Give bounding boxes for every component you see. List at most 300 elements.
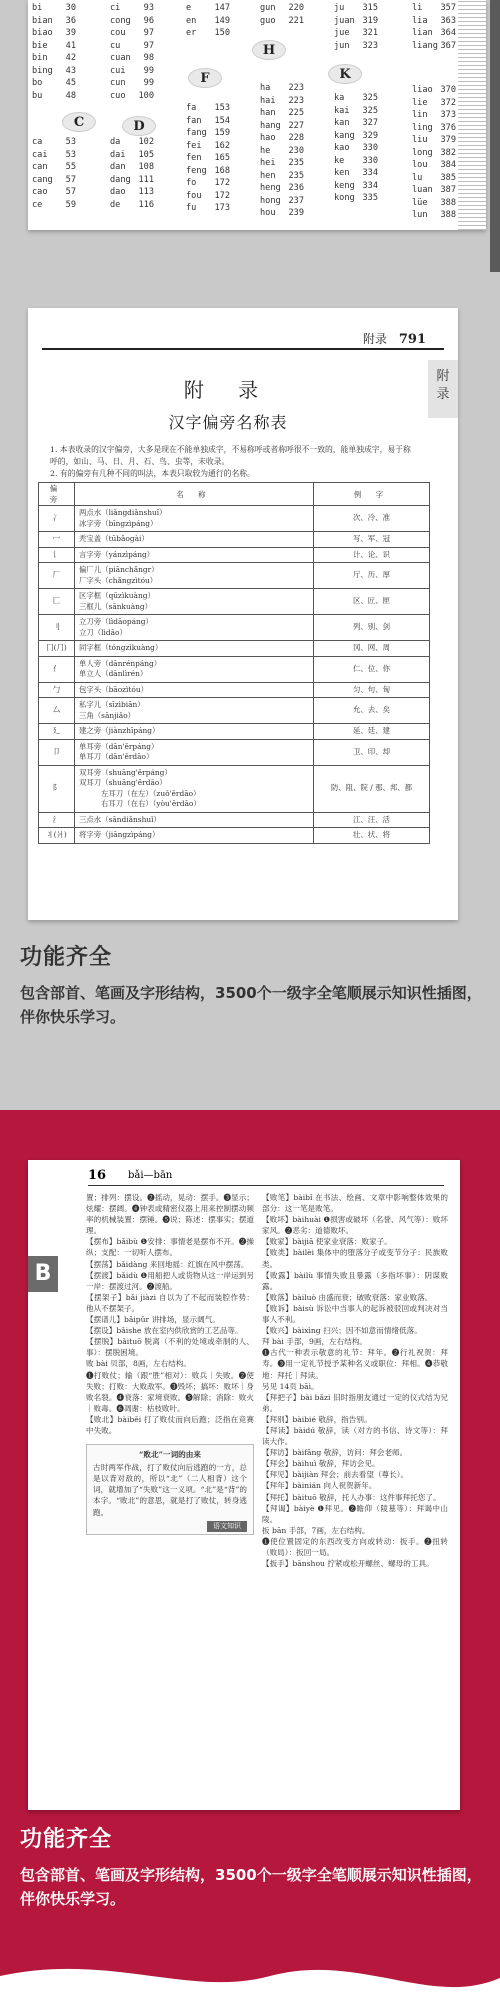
box-label: 语文知识 <box>207 1521 247 1532</box>
pinyin-syllable: hang <box>260 120 281 131</box>
index-column <box>260 2 304 27</box>
page-ref: 105 <box>138 149 154 160</box>
pinyin-syllable: liao <box>412 85 433 95</box>
radical-table <box>38 482 430 844</box>
promo-title: 功能齐全 <box>20 945 113 970</box>
index-page <box>28 0 486 230</box>
dictionary-entry: 扳 bān 手部，7画，左右结构。 <box>262 1525 370 1535</box>
index-row <box>412 84 456 97</box>
table-row <box>39 682 430 698</box>
side-tab-label: 附录 <box>436 369 450 402</box>
radical-cell: 氵 <box>39 812 75 828</box>
page-ref: 57 <box>65 187 76 197</box>
table-header-row <box>39 483 430 506</box>
index-row <box>334 155 378 168</box>
box-title: “败北”一词的由来 <box>139 1450 201 1460</box>
pinyin-syllable: cuo <box>110 90 126 101</box>
page-ref: 102 <box>138 137 154 147</box>
index-row <box>334 117 378 130</box>
index-row <box>260 132 304 145</box>
name-cell <box>75 563 314 589</box>
index-row <box>334 180 378 193</box>
name-cell <box>75 506 314 532</box>
pinyin-syllable: kai <box>334 105 350 116</box>
promo-block-2 <box>20 1822 490 1911</box>
page-ref: 172 <box>214 178 230 188</box>
radical-name: 三框儿（sānkuàng） <box>79 601 153 611</box>
table-row <box>39 656 430 682</box>
radical-cell: 厶 <box>39 698 75 724</box>
page-ref: 99 <box>143 78 154 88</box>
page-ref: 330 <box>362 155 378 166</box>
header-name: 名 称 <box>75 483 314 506</box>
radical-cell: 冖 <box>39 532 75 548</box>
name-cell <box>75 589 314 615</box>
index-row <box>186 140 230 153</box>
pinyin-syllable: cu <box>110 40 121 51</box>
index-row <box>32 40 76 53</box>
radical-name: 建之旁（jiànzhīpáng） <box>79 726 160 735</box>
left-entries <box>86 1192 254 1436</box>
index-row <box>32 90 76 103</box>
pinyin-syllable: fei <box>186 140 202 151</box>
pinyin-syllable: er <box>186 28 197 38</box>
index-row <box>412 122 456 135</box>
note-2: 2. 有的偏旁有几种不同的叫法，本表只取较为通行的名称。 <box>50 469 255 478</box>
name-cell <box>75 547 314 563</box>
table-body <box>39 506 430 844</box>
page-ref: 113 <box>138 187 154 197</box>
page-ref: 372 <box>440 97 456 108</box>
dictionary-entry: 【拜托】bàituō 敬辞，托人办事：这件事拜托您了。 <box>262 1492 441 1502</box>
pinyin-syllable: can <box>32 162 48 172</box>
dictionary-entry: 【败诉】bàisù 诉讼中当事人的起诉被驳回或判决对当事人不利。 <box>262 1303 448 1325</box>
pinyin-syllable: ke <box>334 155 345 166</box>
table-row <box>39 698 430 724</box>
index-row <box>110 15 154 28</box>
letter-tab-b: B <box>28 1256 58 1292</box>
page-ref: 370 <box>440 85 456 95</box>
page-header <box>88 1168 444 1186</box>
dictionary-entry: 【扳手】bānshou 拧紧或松开螺丝、螺母的工具。 <box>262 1559 434 1569</box>
pinyin-syllable: bian <box>32 15 53 26</box>
index-row <box>32 186 76 199</box>
index-row <box>32 52 76 65</box>
pinyin-syllable: dao <box>110 187 126 197</box>
index-row <box>412 109 456 122</box>
page-ref: 97 <box>143 40 154 51</box>
index-row <box>186 202 230 215</box>
page-ref: 100 <box>138 90 154 101</box>
index-column <box>186 102 230 215</box>
index-row <box>412 97 456 110</box>
page-ref: 149 <box>214 15 230 26</box>
pinyin-syllable: liu <box>412 135 428 145</box>
pinyin-syllable: li <box>412 3 423 13</box>
dictionary-entry: 【拜见】bàijiàn 拜会；前去看望（尊长）。 <box>262 1470 409 1480</box>
radical-cell: 亻 <box>39 656 75 682</box>
index-column <box>32 2 76 102</box>
radical-cell: 卩 <box>39 739 75 765</box>
pinyin-syllable: biao <box>32 28 53 38</box>
page-ref: 159 <box>214 128 230 138</box>
index-row <box>32 174 76 187</box>
examples-cell: 区、匠、匣 <box>314 589 430 615</box>
index-row <box>260 170 304 183</box>
pinyin-syllable: cun <box>110 78 126 88</box>
pinyin-syllable: cui <box>110 65 126 76</box>
page-ref: 387 <box>440 185 456 195</box>
pinyin-syllable: ling <box>412 122 433 133</box>
page-ref: 43 <box>65 65 76 76</box>
radical-name: 私字儿（sīzìbiān） <box>79 700 145 709</box>
page-ref: 48 <box>65 90 76 101</box>
index-row <box>260 157 304 170</box>
radical-name: 包字头（bāozìtóu） <box>79 684 148 694</box>
index-row <box>32 199 76 212</box>
pinyin-syllable: dai <box>110 149 126 160</box>
left-column <box>86 1192 254 1535</box>
examples-cell: 壮、状、将 <box>314 828 430 844</box>
page-header <box>42 328 444 350</box>
promo-block-1 <box>20 940 490 1029</box>
index-column <box>412 84 456 222</box>
radical-name: 单人旁（dānrénpáng） <box>79 658 162 668</box>
index-row <box>412 40 456 53</box>
page-ref: 165 <box>214 153 230 163</box>
pinyin-syllable: fu <box>186 203 197 213</box>
language-knowledge-box <box>86 1444 254 1535</box>
index-row <box>110 40 154 53</box>
index-row <box>110 65 154 78</box>
index-row <box>412 184 456 197</box>
pinyin-syllable: bo <box>32 78 43 88</box>
page-number: 791 <box>398 332 426 347</box>
page-subtitle: 汉字偏旁名称表 <box>168 413 288 432</box>
right-column <box>262 1192 448 1569</box>
name-cell <box>75 656 314 682</box>
pinyin-syllable: hei <box>260 158 276 168</box>
index-row <box>110 149 154 162</box>
table-row <box>39 563 430 589</box>
page-ref: 315 <box>362 3 378 13</box>
name-cell <box>75 739 314 765</box>
dictionary-entry: 拜 bài 手部，9画，左右结构。 <box>262 1337 368 1347</box>
promo-title: 功能齐全 <box>20 1827 113 1852</box>
page-ref: 373 <box>440 110 456 120</box>
pinyin-syllable: he <box>260 145 271 156</box>
page-ref: 334 <box>362 168 378 178</box>
examples-cell: 计、论、识 <box>314 547 430 563</box>
letter-badge-d: D <box>122 116 156 136</box>
index-row <box>110 161 154 174</box>
radical-name: 区字框（qūzìkuàng） <box>79 591 155 600</box>
pinyin-syllable: ha <box>260 83 271 93</box>
index-row <box>186 165 230 178</box>
index-page-section <box>0 0 500 272</box>
pinyin-syllable: da <box>110 137 121 147</box>
index-row <box>32 2 76 15</box>
page-ref: 96 <box>143 15 154 26</box>
dictionary-entry: 【败北】bàiběi 打了败仗而向后跑；泛指在竞赛中失败。 <box>86 1414 254 1435</box>
page-ref: 223 <box>288 95 304 106</box>
pinyin-syllable: kong <box>334 193 355 203</box>
page-ref: 321 <box>362 28 378 38</box>
pinyin-syllable: feng <box>186 165 207 176</box>
radical-name: 双耳刀（shuāng'ěrdāo） <box>79 778 167 787</box>
page-ref: 330 <box>362 143 378 153</box>
page-ref: 335 <box>362 193 378 203</box>
index-row <box>260 182 304 195</box>
pinyin-syllable: en <box>186 15 197 26</box>
table-row <box>39 615 430 641</box>
index-row <box>412 172 456 185</box>
pinyin-syllable: ka <box>334 93 345 103</box>
page-ref: 227 <box>288 120 304 131</box>
page-ref: 379 <box>440 135 456 145</box>
index-row <box>186 127 230 140</box>
page-ref: 230 <box>288 145 304 156</box>
table-row <box>39 765 430 812</box>
page-ref: 235 <box>288 158 304 168</box>
page-ref: 97 <box>143 28 154 38</box>
examples-cell: 写、军、冠 <box>314 532 430 548</box>
radical-name: 言字旁（yánzìpáng） <box>79 549 155 559</box>
examples-cell: 次、冷、准 <box>314 506 430 532</box>
dictionary-entry: 败 bài 贝部，8画，左右结构。 <box>86 1359 192 1369</box>
page-ref: 93 <box>143 3 154 13</box>
pinyin-syllable: fou <box>186 190 202 201</box>
radical-name: 单耳刀（dān'ěrdāo） <box>79 752 154 761</box>
name-cell <box>75 828 314 844</box>
pinyin-syllable: hou <box>260 208 276 218</box>
index-row <box>260 95 304 108</box>
pinyin-syllable: kan <box>334 118 350 128</box>
pinyin-syllable: bie <box>32 40 48 51</box>
page-ref: 319 <box>362 15 378 26</box>
table-row <box>39 506 430 532</box>
index-column <box>260 82 304 220</box>
table-row <box>39 547 430 563</box>
pinyin-syllable: liang <box>412 40 438 51</box>
dictionary-entry: ❶古代一种表示敬意的礼节：拜年。❷行礼祝贺：拜寿。❸用一定礼节授予某种名义或职位：拜相。❹恭敬地：拜托｜拜读。 <box>262 1348 448 1380</box>
pinyin-syllable: dan <box>110 162 126 172</box>
index-column <box>186 2 230 40</box>
table-row <box>39 739 430 765</box>
letter-badge-k: K <box>328 64 362 84</box>
pinyin-syllable: juan <box>334 15 355 26</box>
page-ref: 147 <box>214 3 230 13</box>
right-entries <box>262 1192 448 1569</box>
index-row <box>412 27 456 40</box>
pinyin-syllable: ken <box>334 168 350 178</box>
pinyin-syllable: cai <box>32 149 48 160</box>
promo-body: 包含部首、笔画及字形结构，3500个一级字全笔顺展示知识性插图，伴你快乐学习。 <box>20 1866 482 1908</box>
radical-name: 三点水（sāndiǎnshuǐ） <box>79 814 161 824</box>
radical-cell: 冂(⺆) <box>39 641 75 657</box>
dictionary-entry: 【摆荡】bǎidàng 来回地摇：红旗在风中摆荡。 <box>86 1259 249 1269</box>
index-row <box>186 115 230 128</box>
pinyin-syllable: lou <box>412 160 428 170</box>
pinyin-syllable: hao <box>260 133 276 143</box>
index-row <box>260 145 304 158</box>
page-ref: 111 <box>138 174 154 185</box>
pinyin-syllable: cuan <box>110 53 131 63</box>
page-ref: 385 <box>440 172 456 183</box>
table-row <box>39 812 430 828</box>
pinyin-syllable: dang <box>110 174 131 185</box>
radical-name: 双耳旁（shuāng'ěrpáng） <box>79 767 172 777</box>
name-cell <box>75 641 314 657</box>
promo-body: 包含部首、笔画及字形结构，3500个一级字全笔顺展示知识性插图，伴你快乐学习。 <box>20 984 482 1026</box>
dictionary-entry: 【拜读】bàidú 敬辞，读（对方的书信、诗文等）：拜读大作。 <box>262 1425 448 1447</box>
index-row <box>186 15 230 28</box>
index-row <box>334 27 378 40</box>
index-row <box>334 130 378 143</box>
index-row <box>110 186 154 199</box>
examples-cell: 延、廷、建 <box>314 724 430 740</box>
dictionary-entry: 【摆渡】bǎidù ❶用船把人或货物从这一岸运到另一岸：摆渡过河。❷渡船。 <box>86 1270 254 1291</box>
pinyin-syllable: lian <box>412 28 433 38</box>
radical-cell: 丬(爿) <box>39 828 75 844</box>
index-column <box>334 2 378 52</box>
index-column <box>110 2 154 102</box>
index-row <box>186 190 230 203</box>
page-ref: 220 <box>288 3 304 13</box>
radical-name: 同字框（tóngzìkuàng） <box>79 643 163 652</box>
name-cell <box>75 532 314 548</box>
pinyin-syllable: lin <box>412 110 428 120</box>
radical-name: 冰字旁（bīngzìpáng） <box>79 518 158 528</box>
radical-name: 两点水（liǎngdiǎnshuǐ） <box>79 508 167 517</box>
header-label: 附录 <box>363 332 388 346</box>
page-ref: 55 <box>65 162 76 172</box>
page-edge-stripes <box>458 0 486 230</box>
page-ref: 363 <box>440 15 456 26</box>
pinyin-syllable: hong <box>260 195 281 206</box>
pinyin-syllable: lüe <box>412 197 428 208</box>
pinyin-syllable: heng <box>260 183 281 193</box>
radical-name: 右耳刀（在右）（yòu'ěrdāo） <box>101 799 201 808</box>
index-row <box>334 192 378 205</box>
page-ref: 30 <box>65 3 76 13</box>
pinyin-syllable: bu <box>32 90 43 101</box>
index-row <box>412 2 456 15</box>
index-row <box>334 105 378 118</box>
index-row <box>412 134 456 147</box>
index-row <box>412 147 456 160</box>
index-row <box>186 27 230 40</box>
radical-cell: 厂 <box>39 563 75 589</box>
pinyin-syllable: ci <box>110 3 121 13</box>
index-row <box>260 82 304 95</box>
radical-name: 单立人（dānlìrén） <box>79 669 148 678</box>
radical-name: 左耳刀（在左）（zuǒ'ěrdāo） <box>101 788 201 798</box>
page-number: 16 <box>88 1168 107 1183</box>
pinyin-syllable: hai <box>260 95 276 106</box>
radical-cell: 阝 <box>39 765 75 812</box>
appendix-section <box>0 272 500 1110</box>
name-cell <box>75 812 314 828</box>
radical-name: 立刀旁（lìdāopáng） <box>79 617 153 626</box>
page-ref: 388 <box>440 210 456 220</box>
pinyin-syllable: bin <box>32 53 48 63</box>
index-row <box>32 65 76 78</box>
page-ref: 53 <box>65 149 76 160</box>
letter-badge-h: H <box>252 40 286 60</box>
pinyin-syllable: cong <box>110 15 131 26</box>
examples-cell: 允、去、矣 <box>314 698 430 724</box>
dictionary-entry: 【摆谱儿】bǎipǔr 讲排场，显示阔气。 <box>86 1315 220 1325</box>
dictionary-entry: ❶使位置固定的东西改变方向或转动：扳手。❷扭转（败局）：扳回一局。 <box>262 1536 448 1557</box>
index-row <box>260 2 304 15</box>
running-head: bǎi—bān <box>128 1170 173 1181</box>
table-row <box>39 724 430 740</box>
page-ref: 334 <box>362 180 378 191</box>
page-ref: 221 <box>288 15 304 26</box>
index-row <box>186 102 230 115</box>
page-ref: 45 <box>65 78 76 88</box>
section-edge <box>490 0 500 272</box>
page-ref: 99 <box>143 65 154 76</box>
page-ref: 162 <box>214 140 230 151</box>
dictionary-entry: 【败落】bàiluò 由盛而衰；破败衰落：家业败落。 <box>262 1292 433 1302</box>
name-cell <box>75 765 314 812</box>
page-ref: 382 <box>440 147 456 158</box>
pinyin-syllable: keng <box>334 180 355 191</box>
page-ref: 239 <box>288 208 304 218</box>
side-tab <box>428 360 458 418</box>
pinyin-syllable: lu <box>412 172 423 183</box>
index-row <box>110 52 154 65</box>
pinyin-syllable: han <box>260 108 276 118</box>
radical-name: 将字旁（jiāngzìpáng） <box>79 830 160 839</box>
index-row <box>186 2 230 15</box>
pinyin-syllable: lia <box>412 15 428 26</box>
index-row <box>186 177 230 190</box>
page-ref: 237 <box>288 195 304 206</box>
table-row <box>39 828 430 844</box>
pinyin-syllable: de <box>110 199 121 210</box>
dictionary-entry: 【败兴】bàixìng 扫兴；因不如意而情绪低落。 <box>262 1326 422 1336</box>
page-title: 附 录 <box>183 378 273 402</box>
index-row <box>186 152 230 165</box>
pinyin-syllable: bing <box>32 65 53 76</box>
pinyin-syllable: fen <box>186 153 202 163</box>
dictionary-entry: 【败坏】bàihuài ❶损害或破坏（名誉、风气等）：败坏家风。❷恶劣：道德败坏。 <box>262 1215 448 1236</box>
examples-cell: 仁、位、你 <box>314 656 430 682</box>
dictionary-entry: 置；排列：摆设。❷摇动，晃动：摆手。❸显示；炫耀：摆阔。❹钟表或精密仪器上用来控制摆动频率的机械装置：摆锤。❺说；陈述：摆事实；摆道理。 <box>86 1193 254 1236</box>
table-row <box>39 532 430 548</box>
index-row <box>260 107 304 120</box>
page-ref: 327 <box>362 118 378 128</box>
pinyin-syllable: jun <box>334 40 350 51</box>
dictionary-entry: 【拜谒】bàiyè ❶拜见。❷瞻仰（陵墓等）：拜谒中山陵。 <box>262 1503 448 1524</box>
dictionary-page <box>28 1160 460 1810</box>
dictionary-section <box>0 1110 500 2008</box>
pinyin-syllable: cao <box>32 187 48 197</box>
index-row <box>412 15 456 28</box>
radical-name: 立刀（lìdāo） <box>79 627 127 637</box>
header-examples: 例 字 <box>314 483 430 506</box>
pinyin-syllable: fan <box>186 115 202 126</box>
page-ref: 42 <box>65 53 76 63</box>
page-ref: 376 <box>440 122 456 133</box>
radical-cell: 讠 <box>39 547 75 563</box>
radical-cell: 刂 <box>39 615 75 641</box>
name-cell <box>75 682 314 698</box>
dictionary-entry: 【拜访】bàifǎng 敬辞，访问：拜会老师。 <box>262 1448 408 1458</box>
